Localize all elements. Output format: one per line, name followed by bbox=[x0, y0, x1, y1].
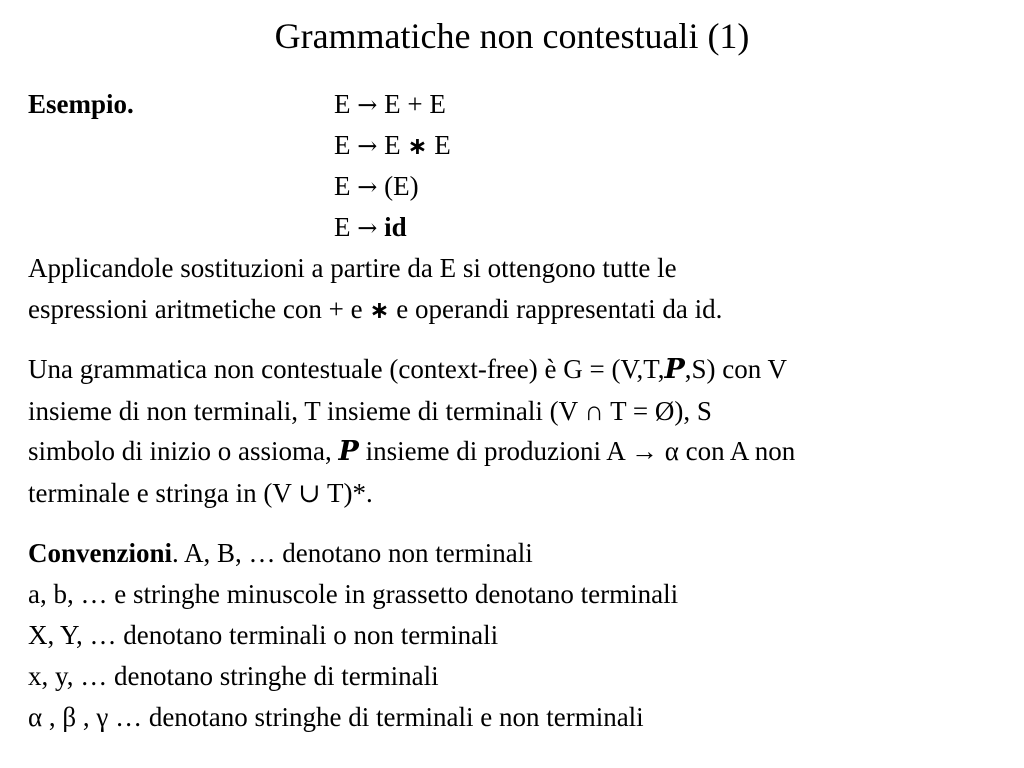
text-fragment: . A, B, … denotano non terminali bbox=[172, 538, 533, 568]
production-rhs: (E) bbox=[384, 171, 419, 201]
arrow-icon: → bbox=[357, 132, 378, 160]
paragraph-2-line-1 bbox=[28, 352, 787, 387]
paragraph-2-line-4: terminale e stringa in (V ∪ T)*. bbox=[28, 478, 373, 508]
production-4 bbox=[334, 210, 407, 245]
text-fragment: espressioni aritmetiche con + e bbox=[28, 294, 363, 324]
production-rhs: E bbox=[384, 130, 401, 160]
slide-title: Grammatiche non contestuali (1) bbox=[274, 16, 750, 56]
text-fragment: simbolo di inizio o assioma, bbox=[28, 436, 332, 466]
arrow-icon: → bbox=[357, 214, 378, 242]
arrow-icon: → bbox=[357, 173, 378, 201]
production-lhs: E bbox=[334, 89, 351, 119]
paragraph-2-line-2: insieme di non terminali, T insieme di terminali (V ∩ T = Ø), S bbox=[28, 396, 712, 426]
productions-set-symbol: P bbox=[664, 354, 685, 385]
production-1 bbox=[334, 87, 446, 122]
paragraph-2-line-3 bbox=[28, 434, 795, 469]
production-rhs: id bbox=[384, 212, 407, 242]
text-fragment: Una grammatica non contestuale (context-free) è G = (V,T, bbox=[28, 354, 665, 384]
conventions-line-4: x, y, … denotano stringhe di terminali bbox=[28, 661, 439, 691]
paragraph-1-line-2 bbox=[28, 292, 722, 327]
example-label: Esempio. bbox=[28, 89, 134, 119]
conventions-label: Convenzioni bbox=[28, 538, 173, 568]
conventions-line-5: α , β , γ … denotano stringhe di terminali e non terminali bbox=[28, 702, 644, 732]
production-rhs-tail: E bbox=[434, 130, 451, 160]
arrow-icon: → bbox=[357, 91, 378, 119]
conventions-line-1 bbox=[28, 536, 533, 570]
conventions-line-2: a, b, … e stringhe minuscole in grassetto denotano terminali bbox=[28, 579, 679, 609]
production-2 bbox=[334, 128, 451, 163]
production-lhs: E bbox=[334, 171, 351, 201]
asterisk-icon: ∗ bbox=[369, 296, 390, 324]
conventions-line-3: X, Y, … denotano terminali o non terminali bbox=[28, 620, 499, 650]
text-fragment: e operandi rappresentati da id. bbox=[396, 294, 723, 324]
paragraph-1-line-1: Applicandole sostituzioni a partire da E si ottengono tutte le bbox=[28, 253, 677, 283]
production-lhs: E bbox=[334, 212, 351, 242]
production-3 bbox=[334, 169, 419, 204]
productions-set-symbol: P bbox=[338, 436, 359, 467]
text-fragment: insieme di produzioni A → α con A non bbox=[365, 436, 796, 466]
text-fragment: ,S) con V bbox=[684, 354, 788, 384]
production-lhs: E bbox=[334, 130, 351, 160]
asterisk-icon: ∗ bbox=[407, 132, 428, 160]
production-rhs: E + E bbox=[384, 89, 446, 119]
